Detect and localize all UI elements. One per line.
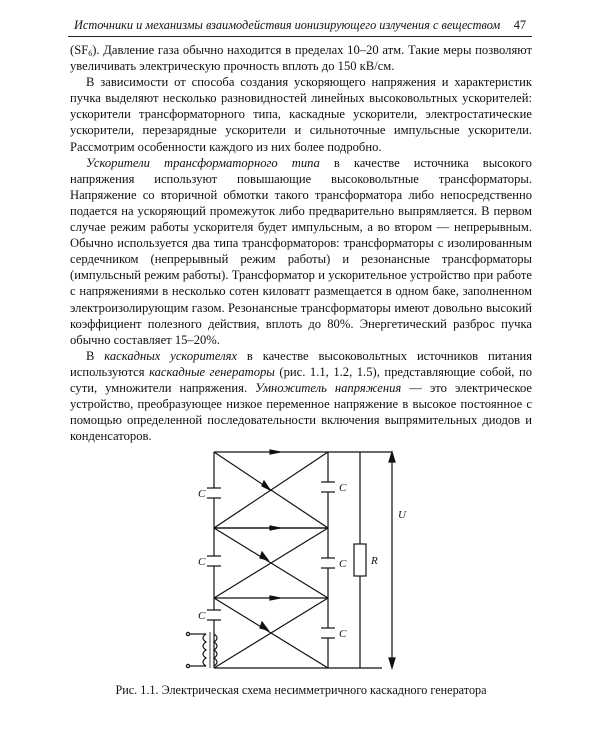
term-cascade-accelerators: каскадных ускорителях: [104, 348, 238, 363]
capacitor-left-1: [207, 488, 221, 498]
capacitor-left-3: [207, 610, 221, 620]
paragraph-4: В каскадных ускорителях в качестве высоковольтных источников питания используются каскадные генераторы (рис. 1.1, 1.2, 1.5), представляющие собой, по сути, умножители напряжения. Умножитель напряжения — это электрическое устройство, преобразующее низкое переменное напряжение в высокое постоянное с помощью определенной последовательности включения выпрямительных диодов и конденсаторов.: [70, 348, 533, 444]
voltage-arrow-head-bottom: [389, 658, 395, 668]
voltage-label: U: [398, 509, 406, 521]
paragraph-2: В зависимости от способа создания ускоряющего напряжения и характеристик пучка выделяют несколько разновидностей линейных высоковольтных ускорителей: ускорители трансформаторного типа, каскадные ускорители, электростатические ускорители, перезарядные ускорители и сильноточные импульсные ускорители. Рассмотрим особенности каждого из них более подробно.: [70, 75, 532, 154]
input-terminal-2: [186, 664, 189, 667]
term-voltage-multiplier: Умножитель напряжения: [255, 380, 402, 395]
capacitor-label-right-1: C: [339, 482, 347, 494]
diode-top: [270, 450, 280, 454]
diode-d1: [262, 481, 270, 490]
capacitor-right-1: [321, 482, 335, 492]
figure-caption: Рис. 1.1. Электрическая схема несимметричного каскадного генератора: [115, 683, 487, 697]
page-number: 47: [513, 18, 526, 32]
capacitor-left-2: [207, 556, 221, 566]
cascade-generator-schematic: [160, 440, 440, 680]
voltage-arrow-head-top: [389, 452, 395, 462]
paragraph-1: $(SF_6)$. Давление газа обычно находится в пределах 10–20 атм. Такие меры позволяют увеличивать электрическую прочность вплоть до 150 кВ/см.: [70, 43, 532, 74]
running-header: [68, 16, 532, 37]
capacitor-label-left-3: C: [198, 610, 206, 622]
transformer-primary-coil: [203, 634, 206, 666]
diode-rung-1: [270, 526, 280, 530]
capacitor-right-2: [321, 558, 335, 568]
diode-rung-2: [270, 596, 280, 600]
capacitor-label-right-2: C: [339, 558, 347, 570]
circuit-figure: [160, 440, 440, 680]
diode-d2: [260, 552, 268, 560]
term-cascade-generators: каскадные генераторы: [149, 364, 275, 379]
body-text: [70, 42, 532, 444]
diode-d3: [260, 622, 268, 630]
term-transformer-accelerators: Ускорители трансформаторного типа: [86, 155, 320, 170]
capacitor-right-3: [321, 628, 335, 638]
paragraph-3: Ускорители трансформаторного типа в качестве источника высокого напряжения используют повышающие высоковольтные трансформаторы. Напряжение со вторичной обмотки такого трансформатора либо непосредственно подается на ускоряющий промежуток либо предварительно выпрямляется. В первом случае режим работы ускорителя будет импульсным, а во втором — непрерывным. Обычно используется два типа трансформаторов: трансформаторы с изолированным сердечником (непрерывный режим работы) и резонансные трансформаторы (импульсный режим работы). Трансформатор и ускорительное устройство при работе с напряжениями в несколько сотен киловатт размещается в одном баке, заполненном электроизолирующим газом. Резонансные трансформаторы имеют довольно высокий коэффициент полезного действия, вплоть до 80%. Энергетический разброс пучка обычно составляет 15–20%.: [70, 155, 532, 347]
resistor: [354, 544, 366, 576]
resistor-label: R: [371, 555, 378, 567]
running-header-title: Источники и механизмы взаимодействия ионизирующего излучения с веществом: [74, 18, 501, 32]
capacitor-label-right-3: C: [339, 628, 347, 640]
capacitor-label-left-1: C: [198, 488, 206, 500]
capacitor-label-left-2: C: [198, 556, 206, 568]
input-terminal-1: [186, 632, 189, 635]
